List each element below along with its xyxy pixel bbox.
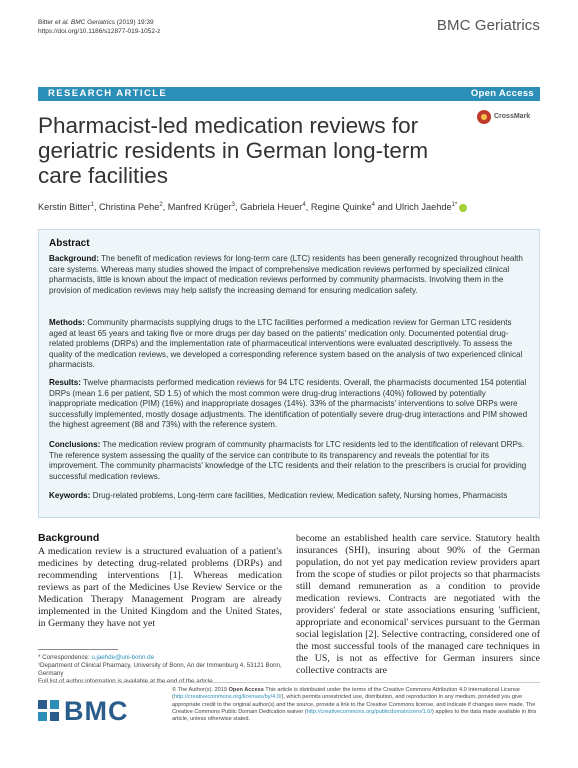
bmc-logo-icon	[38, 700, 60, 722]
author-name: Manfred Krüger	[167, 202, 232, 213]
abstract-methods-label: Methods:	[49, 318, 85, 327]
article-type-label: RESEARCH ARTICLE	[48, 88, 168, 99]
open-access-label: Open Access	[470, 88, 534, 99]
author-name: Kerstin Bitter	[38, 202, 91, 213]
section-heading-background: Background	[38, 532, 100, 544]
author-affiliation: 1*	[451, 202, 458, 208]
body-column-right: become an established health care service. Statutory health insurances (SHI), insuring about 90% of the German population, do not yet pay medication review providers apart from the scope of studies or pilot projects so that pharmacists still demand remuneration as a condition to provide medication reviews. Contracts are negotiated with the providers' federal or state associations ensuring 'sufficient, appropriate and economical' services pursuant to the German social legislation [2]. Selective contracting, considered one of the most successful tools of the managed care techniques in the US, is not as effective for German insurers since collective contracts are	[296, 533, 540, 676]
author-info-note: Full list of author information is available at the end of the article	[38, 678, 213, 685]
correspondence-email[interactable]: u.jaehde@uni-bonn.de	[91, 654, 155, 661]
abstract-keywords-label: Keywords:	[49, 491, 91, 500]
license-link-cc-zero[interactable]: http://creativecommons.org/publicdomain/zero/1.0/	[306, 708, 432, 715]
license-link-cc-by[interactable]: http://creativecommons.org/licenses/by/4.0/	[173, 694, 282, 701]
footnote-divider	[38, 649, 118, 650]
abstract-results-text: Twelve pharmacists performed medication reviews for 94 LTC residents. Overall, the pharmacists documented 154 potential DRPs (mean 1.6 per patient, SD 1.5) of which the most common were drug-drug interactions (40%) followed by potentially inappropriate medication (PIM) (16%) and inappropriate dosages (14%). 33% of the pharmacists' interventions to solve DRPs were successfully implemented, mostly dosage adjustments. The identification of potentially severe drug-drug interactions and PIM showed the highest agreement (88 and 73%) with the reference system.	[49, 378, 528, 430]
journal-brand: BMC Geriatrics	[436, 17, 540, 34]
orcid-icon[interactable]	[459, 204, 467, 212]
author-affiliation: 1	[90, 202, 94, 208]
abstract-background-label: Background:	[49, 254, 99, 263]
correspondence-label: * Correspondence:	[38, 654, 92, 661]
bmc-logo-text: BMC	[64, 696, 129, 726]
crossmark-badge[interactable]	[477, 108, 537, 128]
abstract-results	[49, 378, 529, 431]
author-affiliation: 2	[159, 202, 163, 208]
abstract-methods-text: Community pharmacists supplying drugs to the LTC facilities performed a medication review for German LTC residents aged at least 65 years and taking five or more drugs per day based on the patients' medication only. Documented potential drug-related problems (DRPs) and the implementation rate of pharmaceutical interventions were evaluated descriptively. To assess the quality of the medication reviews, we developed a corresponding reference system based on the analysis of two experienced clinical pharmacists.	[49, 318, 523, 370]
abstract-conclusions-label: Conclusions:	[49, 440, 101, 449]
author-name: Regine Quinke	[310, 202, 372, 213]
article-type-banner	[38, 87, 540, 101]
affiliation-note: ¹Department of Clinical Pharmacy, University of Bonn, An der Immenburg 4, 53121 Bonn, Germany	[38, 662, 282, 677]
author-affiliation: 4	[371, 202, 375, 208]
footer-divider	[38, 682, 540, 683]
abstract-conclusions	[49, 440, 529, 482]
license-part-1: This article is distributed under the terms of the Creative Commons Attribution 4.0 International License (	[172, 687, 520, 701]
abstract-background	[49, 254, 529, 296]
doi-link[interactable]: https://doi.org/10.1186/s12877-019-1052-z	[38, 28, 161, 35]
citation-header	[38, 18, 160, 36]
author-affiliation: 3	[231, 202, 235, 208]
license-part-2: ), which permits unrestricted use, distribution, and reproduction in any medium, provided you give appropriate credit to the original author(s) and the source, provide a link to the Creative Commons license, and indicate if changes were made. The Creative Commons Public Domain Dedication waiver (	[172, 694, 536, 715]
abstract-conclusions-text: The medication review program of community pharmacists for LTC residents led to the identification of relevant DRPs. The reference system assessing the quality of the service can contribute to its transparency and reveals the potential for its improvement. The community pharmacists' knowledge of the LTC residents and their relation to the prescribers is crucial for providing successful medication reviews.	[49, 440, 527, 481]
abstract-keywords	[49, 491, 529, 502]
crossmark-icon	[477, 110, 491, 124]
license-lead: © The Author(s). 2019	[172, 687, 229, 693]
license-text	[172, 687, 540, 723]
citation-journal: et al. BMC Geriatrics	[54, 19, 115, 26]
author-name: Ulrich Jaehde	[395, 202, 452, 213]
abstract-box	[38, 229, 540, 518]
abstract-background-text: The benefit of medication reviews for long-term care (LTC) residents has been generally recognized throughout health care systems. Whereas many studies showed the impact of comprehensive medication reviews performed by specialized clinical pharmacists, little is known about the impact of medication reviews performed by community pharmacists. Involving them in the provision of medication reviews may help satisfy the increasing demand for ensuring medication safety.	[49, 254, 523, 295]
body-column-left: A medication review is a structured evaluation of a patient's medicines by detecting drug-related problems (DRPs) and recommending interventions [1]. Whereas medication reviews as part of the Medicines Use Review Service or the Medication Therapy Management Program are already implemented in the United Kingdom and the United States, in Germany they have not yet	[38, 546, 282, 629]
citation-year-volume: (2019) 19:39	[114, 19, 154, 26]
author-list: Kerstin Bitter$^1$, Christina Pehe$^2$, Manfred Krüger$^3$, Gabriela Heuer$^4$, Regine Quinke$^4$ and Ulrich Jaehde$^{1*}$	[38, 202, 538, 212]
license-open-access: Open Access	[228, 687, 264, 693]
abstract-heading: Abstract	[49, 238, 90, 249]
author-affiliation: 4	[302, 202, 306, 208]
article-title: Pharmacist-led medication reviews for geriatric residents in German long-term care facilities	[38, 113, 429, 188]
author-name: Christina Pehe	[99, 202, 160, 213]
abstract-keywords-text: Drug-related problems, Long-term care facilities, Medication review, Medication safety, Nursing homes, Pharmacists	[90, 491, 508, 500]
citation-authors: Bitter	[38, 19, 55, 26]
abstract-results-label: Results:	[49, 378, 81, 387]
crossmark-label: CrossMark	[494, 113, 531, 120]
author-name: Gabriela Heuer	[240, 202, 303, 213]
bmc-logo	[38, 696, 158, 726]
abstract-methods	[49, 318, 529, 371]
license-part-3: ) applies to the data made available in this article, unless otherwise stated.	[172, 708, 537, 723]
